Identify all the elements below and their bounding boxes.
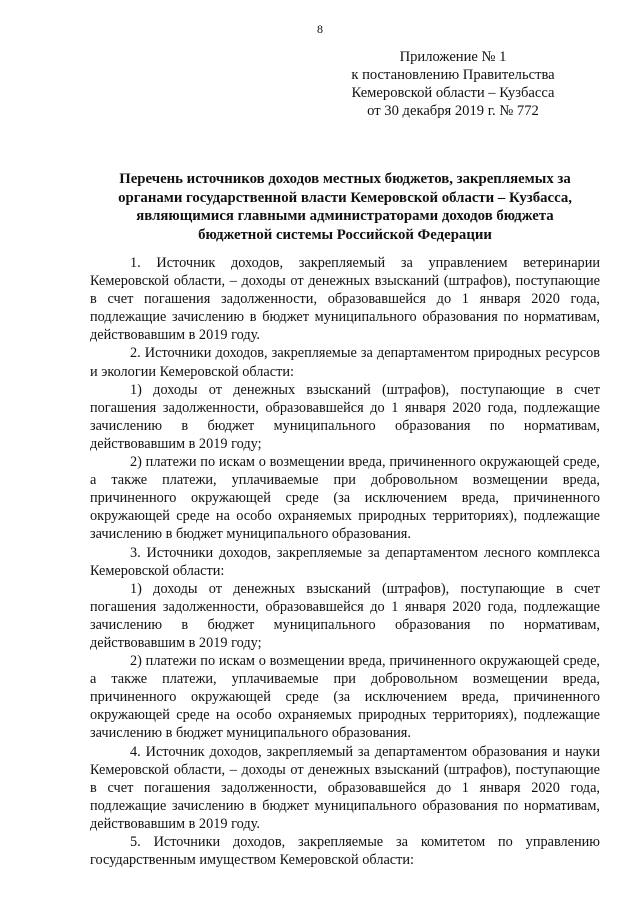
title-line: органами государственной власти Кемеровской области – Кузбасса, [118, 189, 572, 206]
paragraph-item-2: 2. Источники доходов, закрепляемые за департаментом природных ресурсов и экологии Кемеровской области: [90, 345, 600, 380]
appendix-line: к постановлению Правительства [351, 67, 555, 83]
paragraph-item-2-1: 1) доходы от денежных взысканий (штрафов), поступающие в счет погашения задолженности, образовавшейся до 1 января 2020 года, подлежащие зачислению в бюджет муниципального образования по нормативам, действовавшим в 2019 году; [90, 381, 600, 452]
title-line: бюджетной системы Российской Федерации [198, 226, 492, 243]
paragraph-item-3-2: 2) платежи по искам о возмещении вреда, причиненного окружающей среде, а также платежи, уплачиваемые при добровольном возмещении вреда, причиненного окружающей среде (за исключением вреда, причиненного окружающей среде на особо охраняемых природных территориях), подлежащие зачислению в бюджет муниципального образования. [90, 653, 600, 742]
document-body [90, 254, 600, 869]
appendix-reference [328, 48, 578, 120]
paragraph-item-4: 4. Источник доходов, закрепляемый за департаментом образования и науки Кемеровской области, – доходы от денежных взысканий (штрафов), поступающие в счет погашения задолженности, образовавшейся до 1 января 2020 года, подлежащие зачислению в бюджет муниципального образования по нормативам, действовавшим в 2019 году. [90, 743, 600, 832]
paragraph-item-5: 5. Источники доходов, закрепляемые за комитетом по управлению государственным имуществом Кемеровской области: [90, 834, 600, 869]
paragraph-item-3: 3. Источники доходов, закрепляемые за департаментом лесного комплекса Кемеровской области: [90, 544, 600, 579]
title-line: Перечень источников доходов местных бюджетов, закрепляемых за [119, 171, 571, 187]
paragraph-item-1: 1. Источник доходов, закрепляемый за управлением ветеринарии Кемеровской области, – доходы от денежных взысканий (штрафов), поступающие в счет погашения задолженности, образовавшейся до 1 января 2020 года, подлежащие зачислению в бюджет муниципального образования по нормативам, действовавшим в 2019 году. [90, 255, 600, 344]
appendix-line: от 30 декабря 2019 г. № 772 [367, 103, 539, 119]
paragraph-item-3-1: 1) доходы от денежных взысканий (штрафов), поступающие в счет погашения задолженности, образовавшейся до 1 января 2020 года, подлежащие зачислению в бюджет муниципального образования по нормативам, действовавшим в 2019 году; [90, 580, 600, 651]
paragraph-item-2-2: 2) платежи по искам о возмещении вреда, причиненного окружающей среде, а также платежи, уплачиваемые при добровольном возмещении вреда, причиненного окружающей среде (за исключением вреда, причиненного окружающей среде на особо охраняемых природных территориях), подлежащие зачислению в бюджет муниципального образования. [90, 454, 600, 543]
appendix-line: Приложение № 1 [399, 49, 507, 65]
title-line: являющимися главными администраторами доходов бюджета [136, 208, 554, 224]
page-number: 8 [317, 22, 323, 36]
document-title [90, 170, 600, 244]
appendix-line: Кемеровской области – Кузбасса [351, 85, 555, 101]
